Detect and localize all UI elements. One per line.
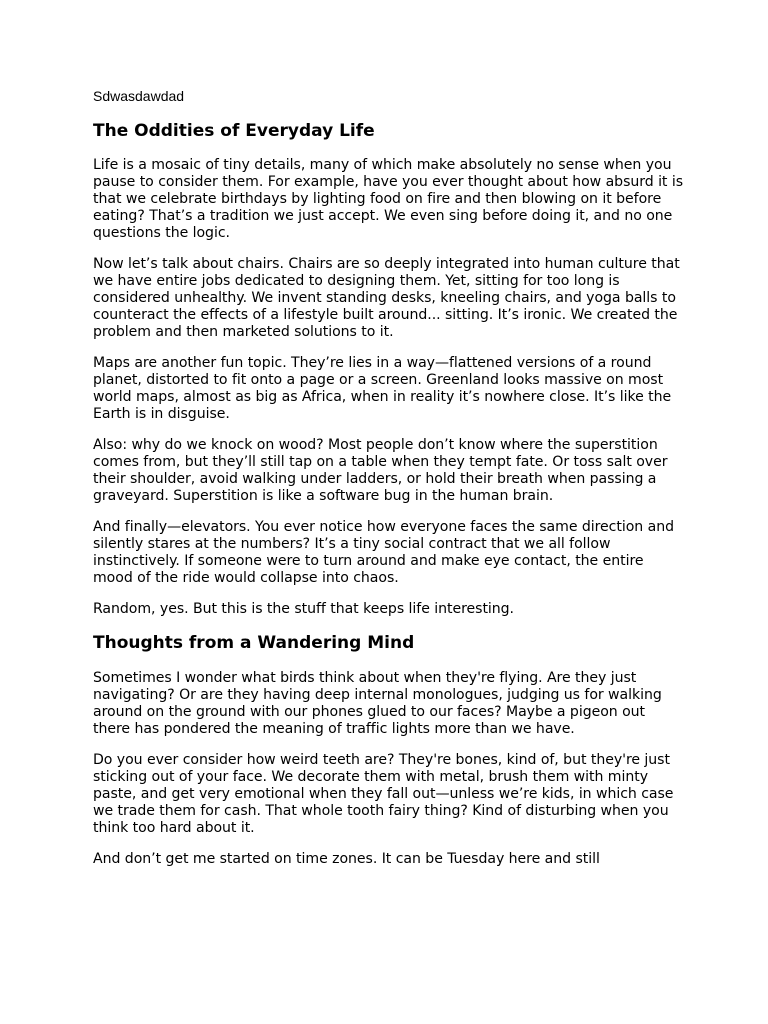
section-oddities [93, 120, 683, 618]
paragraph: Life is a mosaic of tiny details, many of which make absolutely no sense when you pause to consider them. For example, have you ever thought about how absurd it is that we celebrate birthdays by lighting food on fire and then blowing on it before eating? That’s a tradition we just accept. We even sing before doing it, and no one questions the logic. [93, 157, 683, 241]
section-heading: The Oddities of Everyday Life [93, 121, 375, 141]
document-page [93, 86, 683, 882]
paragraph: Also: why do we knock on wood? Most people don’t know where the superstition comes from, but they’ll still tap on a table when they tempt fate. Or toss salt over their shoulder, avoid walking under ladders, or hold their breath when passing a graveyard. Superstition is like a software bug in the human brain. [93, 437, 668, 504]
paragraph: Now let’s talk about chairs. Chairs are so deeply integrated into human culture that we have entire jobs dedicated to designing them. Yet, sitting for too long is considered unhealthy. We invent standing desks, kneeling chairs, and yoga balls to counteract the effects of a lifestyle built around... sitting. It’s ironic. We created the problem and then marketed solutions to it. [93, 256, 680, 340]
paragraph: Do you ever consider how weird teeth are? They're bones, kind of, but they're just sticking out of your face. We decorate them with metal, brush them with minty paste, and get very emotional when they fall out—unless we’re kids, in which case we trade them for cash. That whole tooth fairy thing? Kind of disturbing when you think too hard about it. [93, 752, 674, 836]
section-heading: Thoughts from a Wandering Mind [93, 633, 415, 653]
paragraph: Sometimes I wonder what birds think about when they're flying. Are they just navigating? Or are they having deep internal monologues, judging us for walking around on the ground with our phones glued to our faces? Maybe a pigeon out there has pondered the meaning of traffic lights more than we have. [93, 670, 662, 737]
paragraph: Maps are another fun topic. They’re lies in a way—flattened versions of a round planet, distorted to fit onto a page or a screen. Greenland looks massive on most world maps, almost as big as Africa, when in reality it’s nowhere close. It’s like the Earth is in disguise. [93, 355, 672, 422]
document-top-label: Sdwasdawdad [93, 88, 185, 104]
paragraph: Random, yes. But this is the stuff that keeps life interesting. [93, 601, 514, 617]
section-wandering-mind [93, 632, 683, 868]
paragraph: And finally—elevators. You ever notice how everyone faces the same direction and silently stares at the numbers? It’s a tiny social contract that we all follow instinctively. If someone were to turn around and make eye contact, the entire mood of the ride would collapse into chaos. [93, 519, 674, 586]
paragraph: And don’t get me started on time zones. It can be Tuesday here and still [93, 851, 600, 867]
